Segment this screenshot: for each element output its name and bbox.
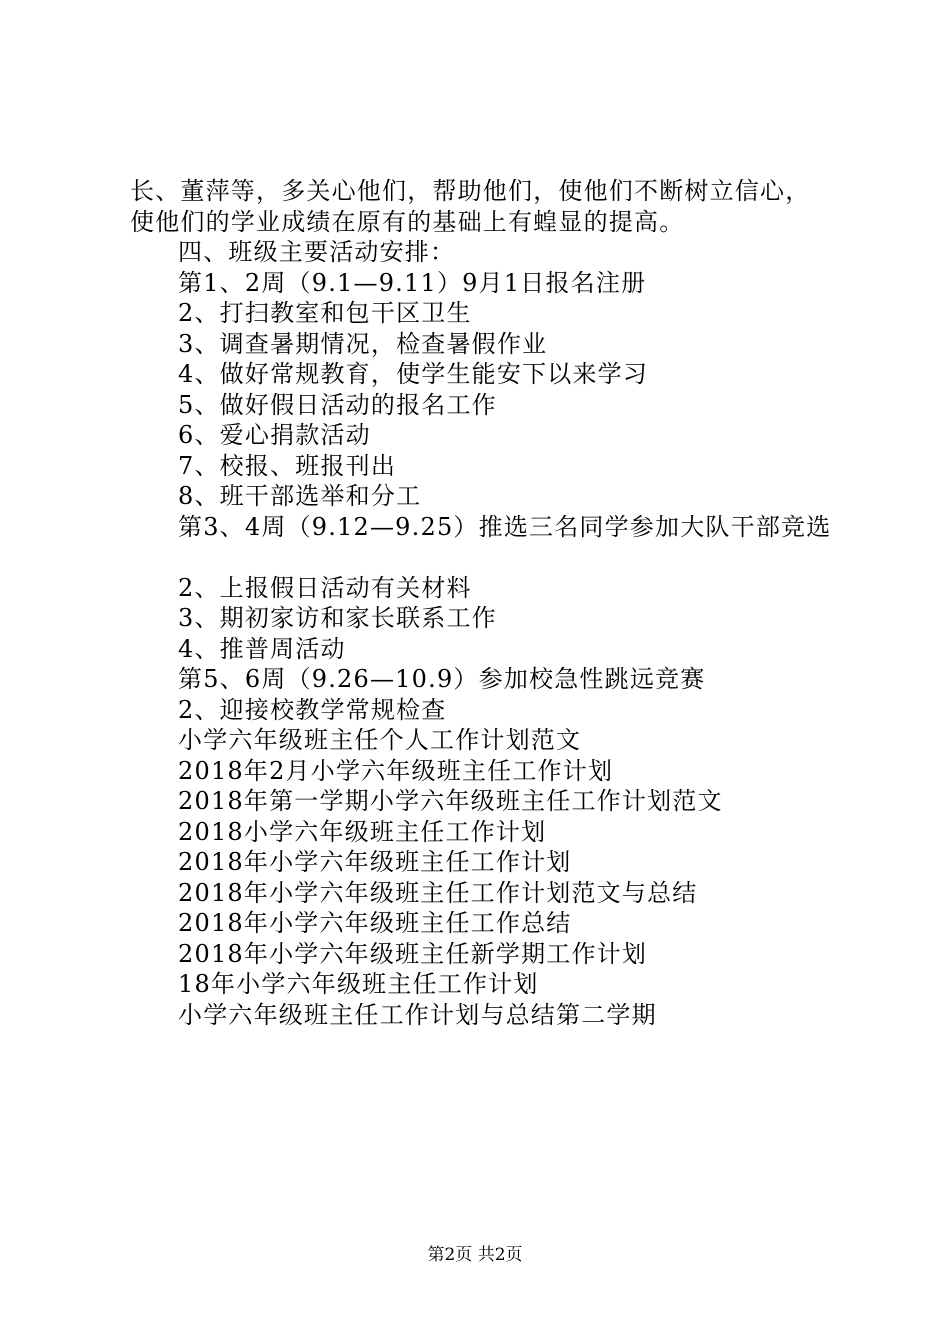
related-title: 小学六年级班主任工作计划与总结第二学期 [178,1000,657,1029]
related-title: 小学六年级班主任个人工作计划范文 [178,726,582,754]
page-footer: 第2页 共2页 [427,1245,523,1265]
activity-line: 2、迎接校教学常规检查 [178,695,447,724]
activity-line: 7、校报、班报刊出 [178,451,397,480]
related-title: 2018年2月小学六年级班主任工作计划 [178,756,614,785]
activity-line: 3、调查暑期情况，检查暑假作业 [178,329,548,358]
activity-line: 5、做好假日活动的报名工作 [178,390,497,419]
activity-line: 4、做好常规教育，使学生能安下以来学习 [178,360,649,388]
blank-line [130,542,840,573]
activity-line: 第1、2周（9.1—9.11）9月1日报名注册 [178,268,647,297]
activity-line: 2、打扫教室和包干区卫生 [178,299,472,327]
related-title: 2018年小学六年级班主任工作计划范文与总结 [178,878,698,907]
related-title: 2018年小学六年级班主任工作总结 [178,909,572,937]
activity-line: 2、上报假日活动有关材料 [178,573,472,602]
related-title: 18年小学六年级班主任工作计划 [178,970,539,998]
related-title: 2018年小学六年级班主任新学期工作计划 [178,939,648,968]
related-title: 2018小学六年级班主任工作计划 [178,817,547,846]
activity-line: 8、班干部选举和分工 [178,482,422,510]
paragraph-line: 长、董萍等，多关心他们，帮助他们，使他们不断树立信心， [130,177,811,205]
activity-line: 3、期初家访和家长联系工作 [178,604,497,632]
activity-line: 第5、6周（9.26—10.9）参加校急性跳远竞赛 [178,665,706,693]
activity-line: 6、爱心捐款活动 [178,421,371,449]
related-title: 2018年小学六年级班主任工作计划 [178,848,572,876]
activity-line: 第3、4周（9.12—9.25）推选三名同学参加大队干部竞选 [178,512,832,541]
section-heading: 四、班级主要活动安排： [178,238,456,266]
document-body [130,176,840,1030]
related-title: 2018年第一学期小学六年级班主任工作计划范文 [178,787,723,815]
activity-line: 4、推普周活动 [178,634,346,663]
paragraph-line: 使他们的学业成绩在原有的基础上有蝗显的提高。 [130,207,685,236]
